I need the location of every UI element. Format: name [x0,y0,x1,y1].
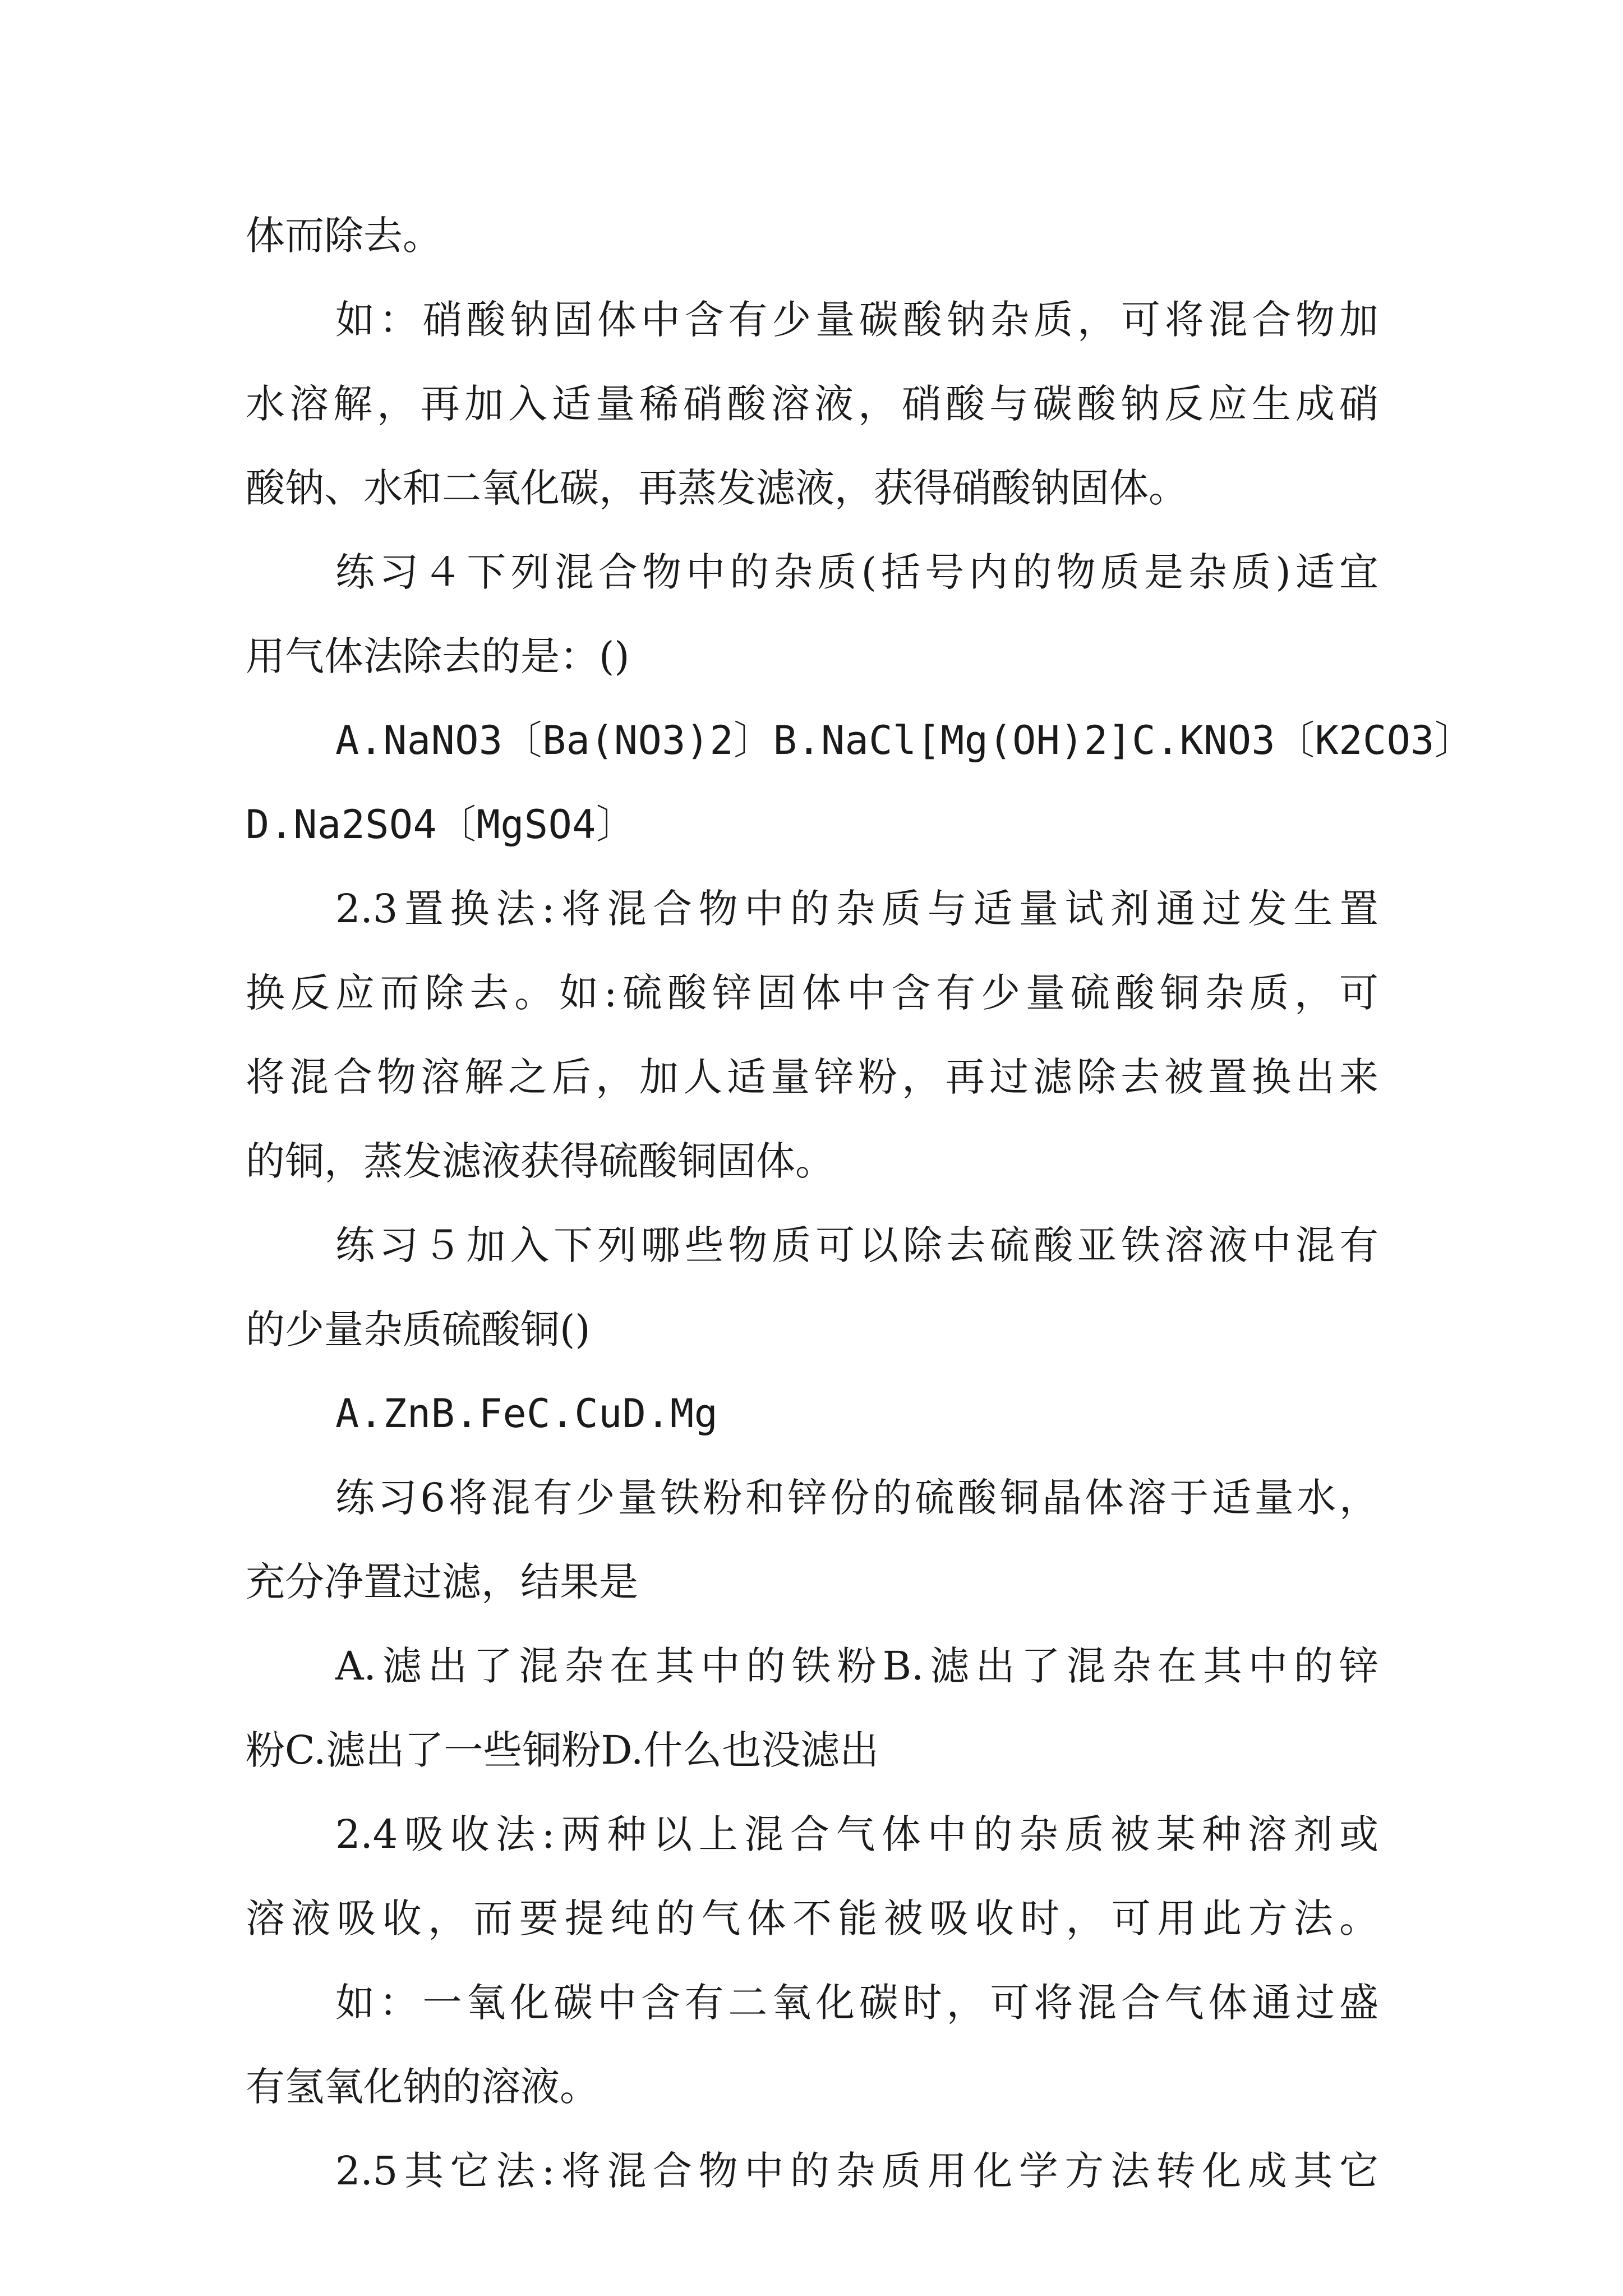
line-text: 2.4吸收法:两种以上混合气体中的杂质被某种溶剂或 [335,1811,1378,1857]
line-text: 充分净置过滤，结果是 [246,1559,638,1605]
text-line [0,1537,1623,1627]
text-line [0,1285,1623,1374]
line-text: 练习４下列混合物中的杂质(括号内的物质是杂质)适宜 [335,549,1378,595]
text-line [0,948,1623,1038]
line-text: 粉C.滤出了一些铜粉D.什么也没滤出 [246,1727,879,1773]
text-line [0,611,1623,701]
line-text: 水溶解，再加入适量稀硝酸溶液，硝酸与碳酸钠反应生成硝 [246,381,1378,427]
text-line [0,1453,1623,1543]
text-line [0,1200,1623,1290]
line-text: 换反应而除去。如:硫酸锌固体中含有少量硫酸铜杂质，可 [246,970,1378,1016]
line-text: 用气体法除去的是：() [246,633,630,679]
text-line [0,1032,1623,1122]
line-text: A.ZnB.FeC.CuD.Mg [335,1391,718,1437]
line-text: A.滤出了混杂在其中的铁粉B.滤出了混杂在其中的锌 [335,1643,1378,1689]
line-text: 的铜，蒸发滤液获得硫酸铜固体。 [246,1138,834,1184]
text-line [0,443,1623,533]
line-text: 酸钠、水和二氧化碳，再蒸发滤液，获得硝酸钠固体。 [246,465,1188,511]
text-line [0,2042,1623,2132]
line-text: 溶液吸收，而要提纯的气体不能被吸收时，可用此方法。 [246,1895,1378,1941]
text-line [0,1621,1623,1711]
line-text: 如：硝酸钠固体中含有少量碳酸钠杂质，可将混合物加 [335,297,1378,343]
text-line [0,1874,1623,1963]
text-line [0,2126,1623,2216]
text-line [0,1705,1623,1795]
text-line [0,780,1623,869]
line-text: 有氢氧化钠的溶液。 [246,2064,599,2110]
text-line [0,1789,1623,1879]
text-line [0,864,1623,954]
text-line [0,1116,1623,1206]
text-line [0,359,1623,449]
text-line [0,275,1623,365]
text-line [0,191,1623,280]
text-line [0,1958,1623,2047]
text-line [0,1369,1623,1458]
line-text: A.NaNO3〔Ba(NO3)2〕B.NaCl[Mg(OH)2]C.KNO3〔K2CO3〕 [335,717,1474,763]
text-line [0,696,1623,785]
line-text: 的少量杂质硫酸铜() [246,1306,591,1352]
line-text: 体而除去。 [246,213,442,259]
text-line [0,527,1623,617]
line-text: 练习５加入下列哪些物质可以除去硫酸亚铁溶液中混有 [335,1222,1378,1268]
line-text: 如：一氧化碳中含有二氧化碳时，可将混合气体通过盛 [335,1980,1378,2026]
line-text: D.Na2SO4〔MgSO4〕 [246,802,636,848]
line-text: 2.3置换法:将混合物中的杂质与适量试剂通过发生置 [335,886,1378,932]
line-text: 练习6将混有少量铁粉和锌份的硫酸铜晶体溶于适量水， [335,1475,1378,1521]
line-text: 2.5其它法:将混合物中的杂质用化学方法转化成其它 [335,2148,1378,2194]
line-text: 将混合物溶解之后，加人适量锌粉，再过滤除去被置换出来 [246,1054,1378,1100]
